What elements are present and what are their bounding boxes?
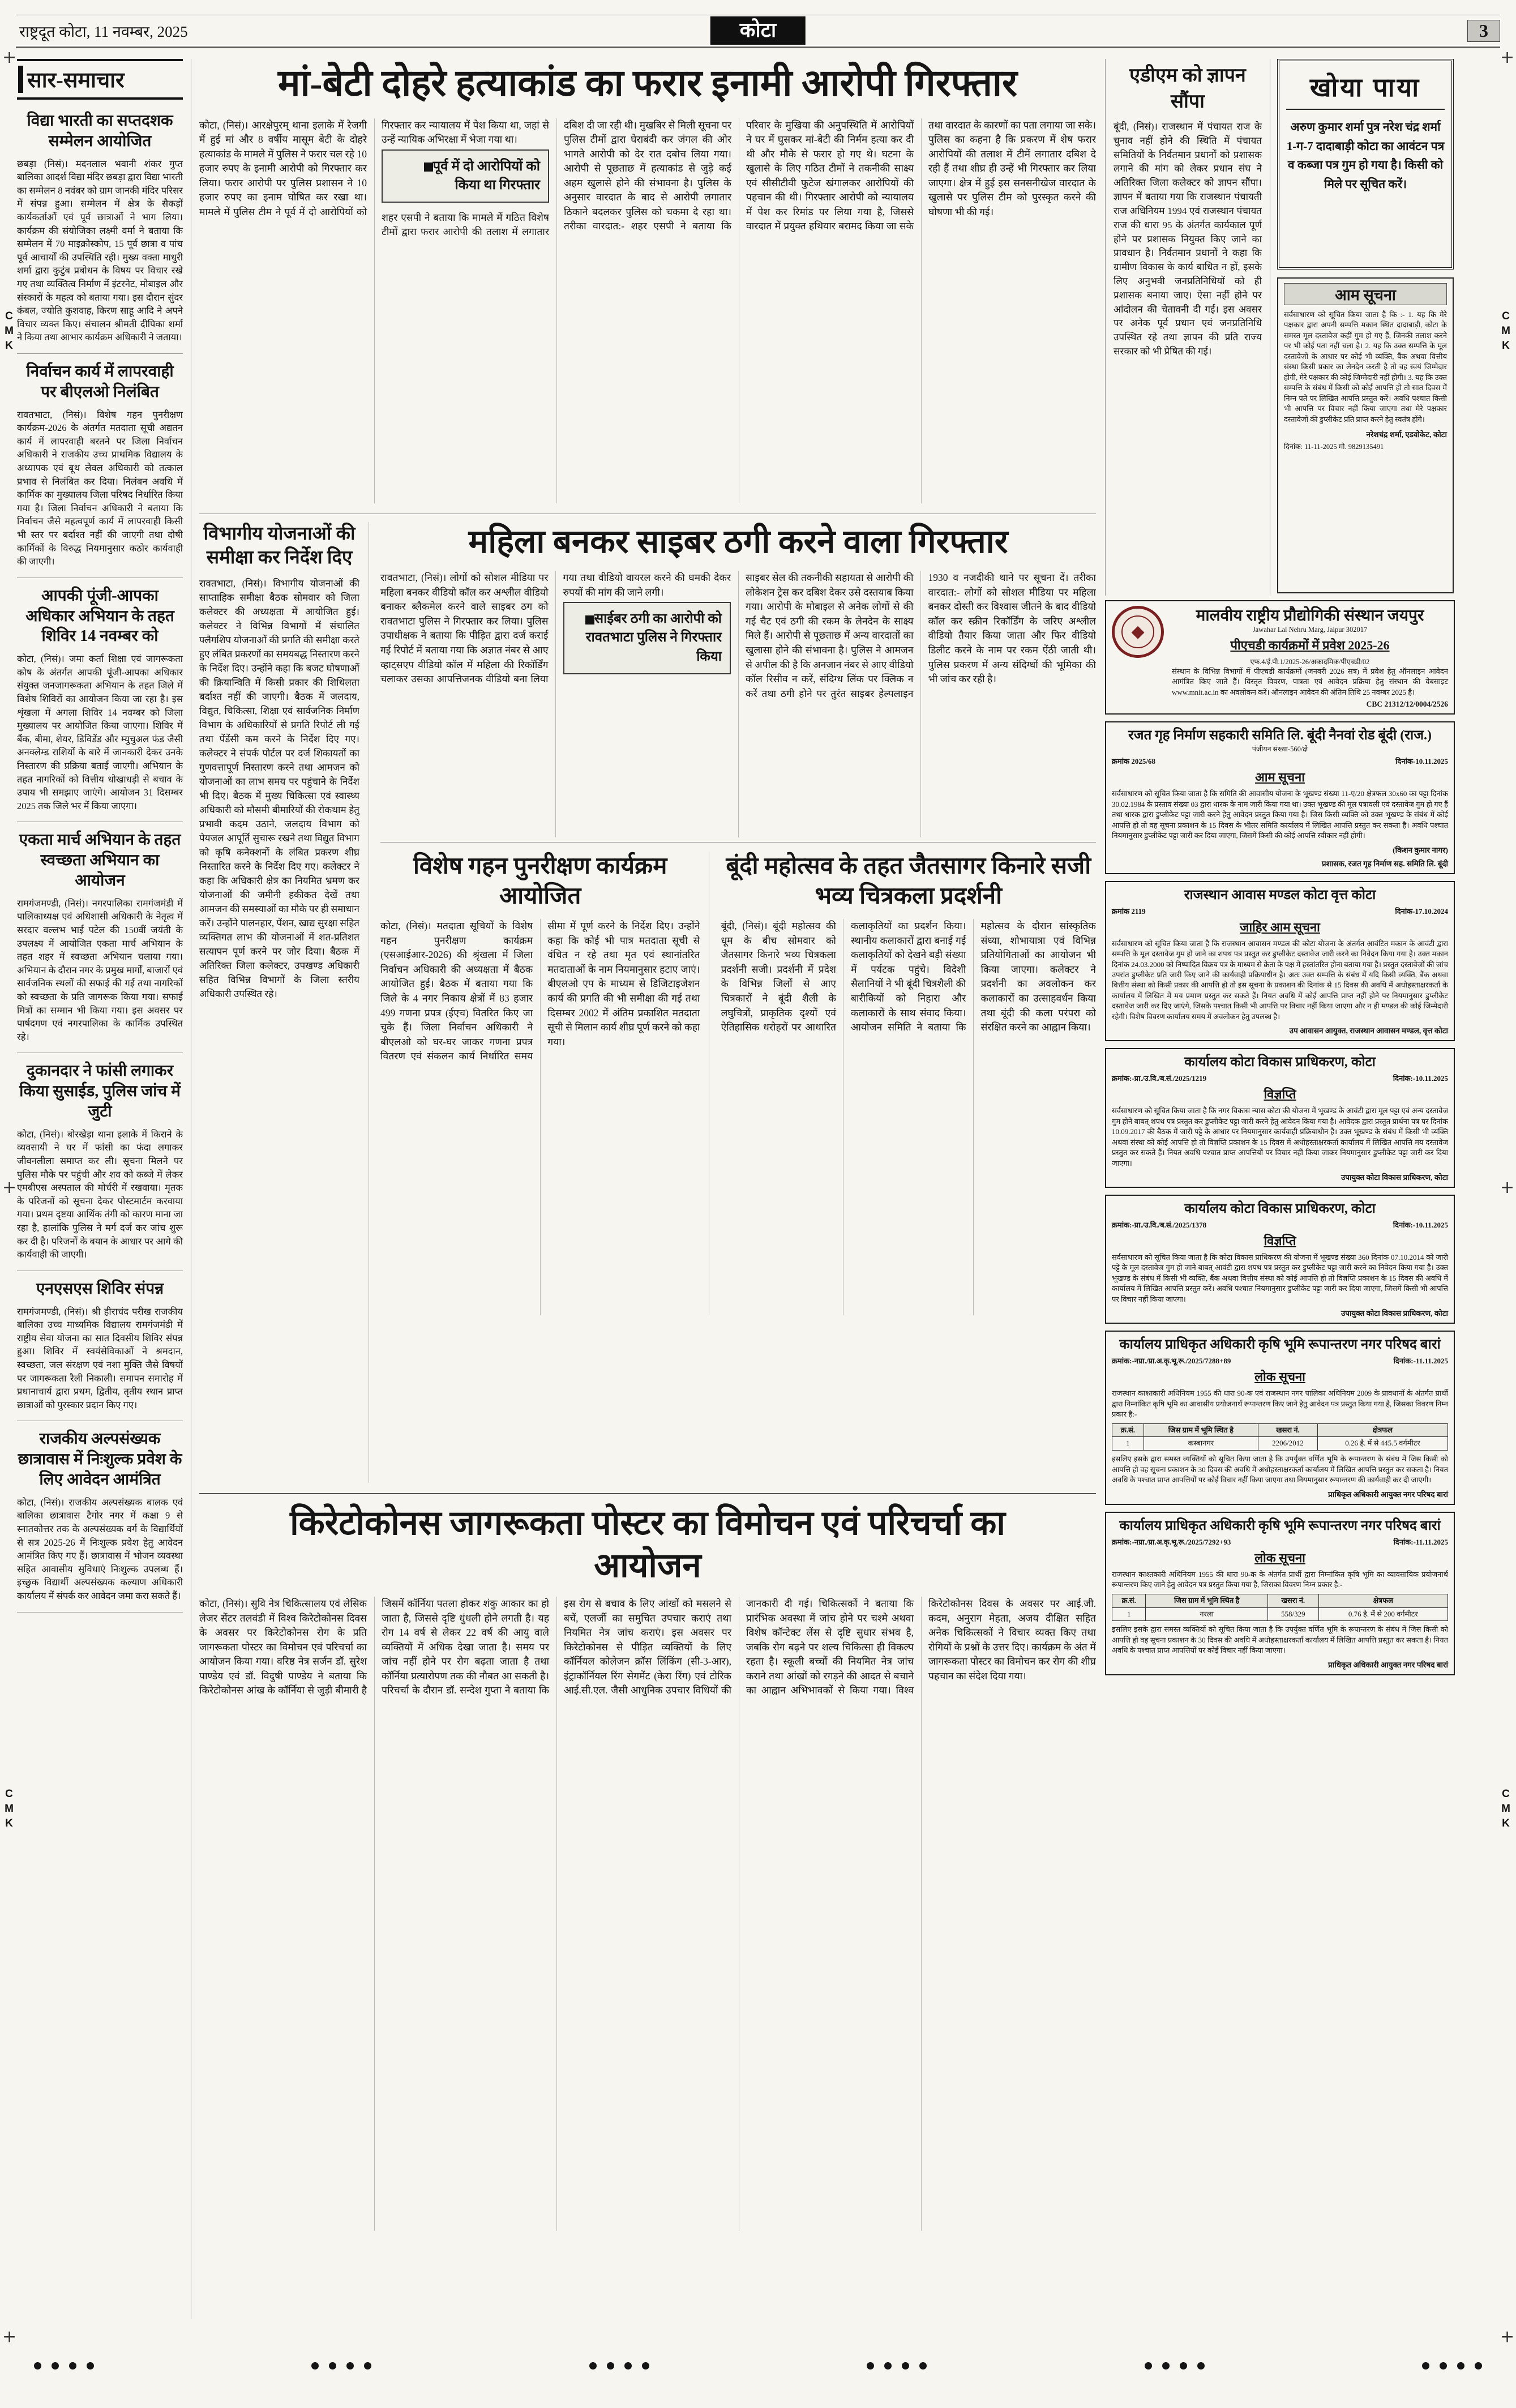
table-header: जिस ग्राम में भूमि स्थित है: [1144, 1423, 1258, 1437]
lead-article: [199, 61, 1096, 503]
org-name: कार्यालय कोटा विकास प्राधिकरण, कोटा: [1184, 1055, 1376, 1070]
sidebar-article: [17, 354, 183, 578]
article-headline: राजकीय अल्पसंख्यक छात्रावास में निःशुल्क प्रवेश के लिए आवेदन आमंत्रित: [18, 1430, 182, 1489]
section-title: सार-समाचार: [17, 59, 183, 100]
crosshair-mark: +: [1500, 48, 1515, 67]
notice-title: आम सूचना: [1284, 283, 1447, 305]
article-headline: एकता मार्च अभियान के तहत स्वच्छता अभियान का आयोजन: [19, 831, 181, 890]
sidebar-article: [17, 1271, 183, 1422]
table-header: क्र.सं.: [1112, 1594, 1146, 1607]
notice-body: सर्वसाधारण को सूचित किया जाता है कि राजस्थान आवासन मण्डल की कोटा योजना के अंतर्गत आवंटित मकान के आवंटी द्वारा सम्पत्ति के मूल दस्तावेज गुम हो जाने का शपथ पत्र प्रस्तुत कर डुप्लीकेट दस्तावेज जारी करने का निवेदन किया गया है। उक्त मकान दिनांक 24.03.2000 को निष्पादित विक्रय पत्र के माध्यम से क्रेता के पक्ष में हस्तांतरित होना बताया गया है। प्रस्तुत दस्तावेजों की जांच उपरांत डुप्लीकेट प्रति जारी किए जाने की कार्यवाही प्रक्रियाधीन है। अतः उक्त सम्पत्ति के संबंध में यदि किसी व्यक्ति, बैंक अथवा वित्तीय संस्था को किसी प्रकार की आपत्ति हो तो इस सूचना के प्रकाशन की दिनांक से 15 दिवस की अवधि में अधोहस्ताक्षरकर्ता के कार्यालय में लिखित में मय प्रमाण प्रस्तुत कर सकते हैं। नियत अवधि में कोई आपत्ति प्राप्त नहीं होने पर नियमानुसार डुप्लीकेट दस्तावेज जारी कर दिए जाएंगे, जिसके पश्चात किसी भी आपत्ति पर विचार नहीं किया जाएगा और न ही मण्डल की कोई जिम्मेदारी रहेगी। विशेष विवरण कार्यालय समय में अवलोकन हेतु उपलब्ध है।: [1112, 939, 1448, 1021]
notice-signatory: उपायुक्त कोटा विकास प्राधिकरण, कोटा: [1341, 1309, 1448, 1318]
article-body: कोटा, (निसं)। सुवि नेत्र चिकित्सालय एवं लेसिक लेजर सेंटर तलवंडी में विश्व किरेटोकोनस दिवस के अवसर पर किरेटोकोनस रोग के प्रति जागरूकता पोस्टर का विमोचन एवं परिचर्चा का आयोजन किया गया। वरिष्ठ नेत्र सर्जन डॉ. सुरेश पाण्डेय एवं डॉ. विदुषी पाण्डेय ने बताया कि किरेटोकोनस आंख के कॉर्निया से जुड़ी बीमारी है जिसमें कॉर्निया पतला होकर शंकु आकार का हो जाता है, जिससे दृष्टि धुंधली होने लगती है। यह रोग 14 वर्ष से लेकर 22 वर्ष की आयु वाले व्यक्तियों में अधिक देखा जाता है। समय पर जांच नहीं होने पर रोग बढ़ता जाता है तथा कॉर्निया प्रत्यारोपण तक की नौबत आ सकती है। परिचर्चा के दौरान डॉ. सन्देश गुप्ता ने बताया कि इस रोग से बचाव के लिए आंखों को मसलने से बचें, एलर्जी का समुचित उपचार कराएं तथा नियमित नेत्र जांच कराएं। इस अवसर पर किरेटोकोनस से पीड़ित व्यक्तियों के लिए कॉर्नियल कोलेजन क्रॉस लिंकिंग (सी-3-आर), इंट्राकॉर्नियल रिंग सेगमेंट (केरा रिंग) एवं टोरिक आई.सी.एल. जैसी आधुनिक उपचार विधियों की जानकारी दी गई। चिकित्सकों ने बताया कि प्रारंभिक अवस्था में जांच होने पर चश्मे अथवा विशेष कॉन्टेक्ट लेंस से दृष्टि सुधार संभव है, जबकि रोग बढ़ने पर शल्य चिकित्सा ही विकल्प रहता है। स्कूली बच्चों की नियमित नेत्र जांच कराने तथा आंखों को रगड़ने की आदत से बचाने का आह्वान अभिभावकों से किया गया। विश्व किरेटोकोनस दिवस के अवसर पर आई.जी. कदम, अनुराग मेहता, अजय दीक्षित सहित अनेक चिकित्सकों ने विचार व्यक्त किए तथा रोगियों के प्रश्नों के उत्तर दिए। कार्यक्रम के अंत में जागरूकता पोस्टर का विमोचन कर रोग की शीघ्र पहचान का संदेश दिया गया।: [199, 1598, 1096, 1696]
mnit-logo: [1112, 606, 1164, 658]
table-cell: 1: [1112, 1437, 1144, 1451]
article-headline: आपकी पूंजी-आपका अधिकार अभियान के तहत शिविर 14 नवम्बर को: [25, 587, 174, 645]
baran-land-notice-1: [1105, 1331, 1455, 1505]
article-body: [380, 571, 1096, 842]
notice-date: दिनांक:-10.11.2025: [1393, 1074, 1448, 1083]
cyber-body-part2: साइबर सेल की तकनीकी सहायता से आरोपी की लोकेशन ट्रेस कर दबिश देकर उसे दस्तयाब किया गया। आरोपी के मोबाइल से अनेक लोगों से की गई चैट एवं ठगी की रकम के लेनदेन के साक्ष्य मिले हैं। आरोपी से पूछताछ में अन्य वारदातों का खुलासा होने की संभावना है। पुलिस ने आमजन से अपील की है कि अनजान नंबर से आए वीडियो कॉल रिसीव न करें, संदिग्ध लिंक पर क्लिक न करें तथा ठगी होने पर तुरंत साइबर हेल्पलाइन 1930 व नजदीकी थाने पर सूचना दें। तरीका वारदात:- लोगों को सोशल मीडिया पर महिला बनकर दोस्ती कर विश्वास जीतने के बाद वीडियो कॉल कर स्क्रीन रिकॉर्डिंग के जरिए अश्लील वीडियो तैयार किया जाता और फिर वीडियो डिलीट करने के नाम पर रकम ऐंठी जाती थी। पुलिस प्रकरण में अन्य संदिग्धों की भूमिका की भी जांच कर रही है।: [746, 572, 1096, 699]
lost-found-box: [1277, 59, 1454, 270]
sidebar-article: [17, 822, 183, 1053]
cmk-letter: M: [1501, 1803, 1510, 1815]
article-body: रावतभाटा, (निसं)। विभागीय योजनाओं की साप्ताहिक समीक्षा बैठक सोमवार को जिला कलेक्टर की अध्यक्षता में आयोजित हुई। कलेक्टर ने विभिन्न विभागों में संचालित फ्लैगशिप योजनाओं की प्रगति की समीक्षा करते हुए लंबित प्रकरणों का समयबद्ध निस्तारण करने के निर्देश दिए। उन्होंने कहा कि बजट घोषणाओं की क्रियान्विति में किसी प्रकार की शिथिलता बर्दाश्त नहीं की जाएगी। बैठक में जलदाय, विद्युत, चिकित्सा, शिक्षा एवं सार्वजनिक निर्माण विभाग के अधिकारियों से प्रगति रिपोर्ट ली गई तथा पेंडेंसी कम करने के निर्देश दिए गए। कलेक्टर ने संपर्क पोर्टल पर दर्ज शिकायतों का गुणवत्तापूर्ण निस्तारण करने तथा आमजन को योजनाओं का लाभ समय पर पहुंचाने के निर्देश भी दिए। बैठक में मुख्य चिकित्सा एवं स्वास्थ्य अधिकारी को मौसमी बीमारियों की रोकथाम हेतु प्रभावी कदम उठाने, जलदाय विभाग को पेयजल आपूर्ति सुचारू रखने तथा विद्युत विभाग को कृषि कनेक्शनों के लंबित प्रकरण शीघ्र निस्तारित करने के निर्देश दिए गए। कलेक्टर ने कहा कि अधिकारी क्षेत्र का नियमित भ्रमण कर योजनाओं की जमीनी हकीकत देखें तथा आमजन की समस्याओं का मौके पर ही समाधान करें। उन्होंने पालनहार, पेंशन, खाद्य सुरक्षा सहित व्यक्तिगत लाभ की योजनाओं में शत-प्रतिशत सत्यापन पूर्ण करने पर जोर दिया। बैठक में अतिरिक्त जिला कलेक्टर, उपखण्ड अधिकारी सहित विभिन्न विभागों के जिला स्तरीय अधिकारी उपस्थित रहे।: [199, 578, 359, 999]
notice-meta: दिनांक: 11-11-2025 मो. 9829135491: [1284, 442, 1384, 451]
center-middle-right: [380, 522, 1096, 1483]
article-headline: दुकानदार ने फांसी लगाकर किया सुसाईड, पुलिस जांच में जुटी: [19, 1062, 181, 1121]
notice-body: सर्वसाधारण को सूचित किया जाता है कि नगर विकास न्यास कोटा की योजना में भूखण्ड के आवंटी द्वारा मूल पट्टा एवं अन्य दस्तावेज गुम होने बाबत् शपथ पत्र प्रस्तुत कर डुप्लीकेट पट्टा जारी करने हेतु आवेदन किया गया है। आवेदक द्वारा प्रस्तुत प्रार्थना पत्र पर दिनांक 10.09.2017 की बैठक में जारी पट्टे के आधार पर नियमानुसार कार्यवाही प्रक्रियाधीन है। उक्त भूखण्ड के संबंध में किसी भी व्यक्ति अथवा संस्था को कोई आपत्ति हो तो विज्ञप्ति प्रकाशन के 15 दिवस में अधोहस्ताक्षरकर्ता कार्यालय में लिखित आपत्ति मय दस्तावेज प्रस्तुत कर सकते हैं। नियत अवधि पश्चात प्राप्त आपत्तियों पर विचार नहीं किया जाकर नियमानुसार डुप्लीकेट पट्टा जारी कर दिया जाएगा।: [1112, 1106, 1448, 1167]
crosshair-mark: +: [1500, 2327, 1515, 2347]
org-name: कार्यालय कोटा विकास प्राधिकरण, कोटा: [1184, 1201, 1376, 1216]
article-body: कोटा, (निसं)। मतदाता सूचियों के विशेष गहन पुनरीक्षण कार्यक्रम (एसआईआर-2026) की श्रृंखला में जिला निर्वाचन अधिकारी की अध्यक्षता में बैठक आयोजित हुई। बैठक में बताया गया कि जिले के 4 नगर निकाय क्षेत्रों में 83 हजार 499 गणना प्रपत्र (ईएच) वितरित किए जा चुके हैं। जिला निर्वाचन अधिकारी ने बीएलओ को घर-घर जाकर गणना प्रपत्र वितरण एवं संकलन कार्य निर्धारित समय सीमा में पूर्ण करने के निर्देश दिए। उन्होंने कहा कि कोई भी पात्र मतदाता सूची से वंचित न रहे तथा मृत एवं स्थानांतरित मतदाताओं के नाम नियमानुसार हटाए जाएं। बीएलओ एप के माध्यम से डिजिटाइजेशन कार्य की प्रगति की भी समीक्षा की गई तथा दिसम्बर 2002 में अंतिम प्रकाशित मतदाता सूची से मिलान कार्य शीघ्र पूर्ण करने को कहा गया।: [380, 920, 700, 1062]
notice-body: सर्वसाधारण को सूचित किया जाता है कि कोटा विकास प्राधिकरण की योजना में भूखण्ड संख्या 360 दिनांक 07.10.2014 को जारी पट्टे के मूल दस्तावेज गुम हो जाने बाबत् आवंटी द्वारा शपथ पत्र प्रस्तुत कर डुप्लीकेट पट्टा जारी करने का निवेदन किया गया है। उक्त भूखण्ड के संबंध में किसी भी व्यक्ति, बैंक अथवा वित्तीय संस्था को कोई आपत्ति हो तो विज्ञप्ति प्रकाशन के 15 दिवस की अवधि में कार्यालय में लिखित आपत्ति प्रस्तुत करें। अवधि पश्चात नियमानुसार डुप्लीकेट पट्टा जारी कर दिया जाएगा, जिसमें किसी भी आपत्ति पर विचार नहीं किया जाएगा।: [1112, 1252, 1448, 1303]
notice-number: क्रमांक:-नप्रा./प्रा.अ.कृ.भू.रू./2025/7292+93: [1112, 1537, 1231, 1546]
crosshair-mark: +: [1500, 1178, 1515, 1197]
notice-title: विज्ञप्ति: [1264, 1233, 1296, 1248]
sidebar-article: [17, 1053, 183, 1271]
page-number: 3: [1467, 20, 1500, 42]
bundi-festival-article: [721, 852, 1096, 1315]
sidebar-saar-samachar: [17, 59, 191, 2319]
land-details-table: [1112, 1423, 1448, 1451]
article-headline: विभागीय योजनाओं की समीक्षा कर निर्देश दिए: [203, 523, 356, 568]
crosshair-mark: +: [2, 2327, 17, 2347]
org-name: कार्यालय प्राधिकृत अधिकारी कृषि भूमि रूपान्तरण नगर परिषद बारां: [1119, 1518, 1441, 1533]
cmk-letter: C: [5, 1788, 13, 1800]
sidebar-article: [17, 578, 183, 823]
cbc-number: CBC 21312/12/0004/2526: [1366, 700, 1448, 709]
center-lower-row: [380, 852, 1096, 1315]
notice-date: दिनांक:-10.11.2025: [1393, 1220, 1448, 1229]
article-headline: एडीएम को ज्ञापन सौंपा: [1129, 65, 1246, 112]
table-cell: 2206/2012: [1258, 1437, 1317, 1451]
lead-headline: मां-बेटी दोहरे हत्याकांड का फरार इनामी आरोपी गिरफ्तार: [277, 63, 1017, 104]
table-row: [1112, 1437, 1448, 1451]
cyber-body-part1: रावतभाटा, (निसं)। लोगों को सोशल मीडिया पर महिला बनकर वीडियो कॉल कर अश्लील वीडियो बनाकर ब्लैकमेल करने वाले साइबर ठग को रावतभाटा पुलिस ने गिरफ्तार कर लिया। पुलिस उपाधीक्षक ने बताया कि पीड़ित द्वारा दर्ज कराई गई रिपोर्ट में बताया गया कि अज्ञात नंबर से आए व्हाट्सएप वीडियो कॉल में महिला की रिकॉर्डिंग चलाकर उसका आपत्तिजनक वीडियो बना लिया गया तथा वीडियो वायरल करने की धमकी देकर रुपयों की मांग की जाने लगी।: [380, 572, 731, 685]
notice-signatory: प्राधिकृत अधिकारी आयुक्त नगर परिषद बारां: [1328, 1660, 1448, 1669]
table-row: [1112, 1607, 1448, 1621]
org-name: रजत गृह निर्माण सहकारी समिति लि. बूंदी नैनवां रोड बूंदी (राज.): [1128, 728, 1432, 743]
lead-highlight-box: [382, 149, 549, 203]
table-cell: नरला: [1146, 1607, 1268, 1621]
ad-title: पीएचडी कार्यक्रमों में प्रवेश 2025-26: [1230, 638, 1390, 652]
cmk-letter: M: [5, 325, 14, 337]
notice-title: लोक सूचना: [1254, 1550, 1305, 1565]
notice-number: क्रमांक 2119: [1112, 906, 1146, 916]
kda-notice-2: [1105, 1195, 1455, 1324]
mnit-admission-ad: [1105, 600, 1455, 715]
highlight-text: साईबर ठगी का आरोपी को रावतभाटा पुलिस ने गिरफ्तार किया: [585, 611, 722, 664]
cmk-registration-mark: [1499, 310, 1513, 352]
cmk-registration-mark: [2, 1788, 16, 1830]
notice-signatory: उपायुक्त कोटा विकास प्राधिकरण, कोटा: [1341, 1173, 1448, 1182]
notice-body: सर्वसाधारण को सूचित किया जाता है कि :- 1. यह कि मेरे पक्षकार द्वारा अपनी सम्पत्ति मकान स्थित दादाबाड़ी, कोटा के समस्त मूल दस्तावेज कहीं गुम हो गए हैं, जिनकी तलाश करने पर भी कोई पता नहीं चला है। 2. यह कि उक्त सम्पत्ति के मूल दस्तावेजों के आधार पर कोई भी व्यक्ति, बैंक अथवा वित्तीय संस्था किसी प्रकार का लेनदेन करती है तो वह स्वयं जिम्मेदार होगी, मेरे पक्षकार की कोई जिम्मेदारी नहीं होगी। 3. यह कि उक्त सम्पत्ति के संबंध में किसी को कोई आपत्ति हो तो सात दिवस में निम्न पते पर लिखित आपत्ति प्रस्तुत करें। अवधि पश्चात किसी भी आपत्ति पर विचार नहीं किया जाएगा तथा मेरे पक्षकार दस्तावेजों की डुप्लीकेट प्रति प्राप्त करने हेतु स्वतंत्र होंगे।: [1284, 310, 1447, 424]
article-headline: बूंदी महोत्सव के तहत जैतसागर किनारे सजी भव्य चित्रकला प्रदर्शनी: [726, 853, 1091, 909]
notice-signature: नरेशचंद्र शर्मा, एडवोकेट, कोटा: [1366, 430, 1447, 439]
cmk-registration-mark: [1499, 1788, 1513, 1830]
notice-body: राजस्थान काश्तकारी अधिनियम 1955 की धारा 90-क के अंतर्गत प्रार्थी द्वारा निम्नांकित कृषि भूमि का व्यावसायिक प्रयोजनार्थ रूपान्तरण किए जाने हेतु आवेदन पत्र प्रस्तुत किया गया है, जिसका विवरण निम्न प्रकार है:-: [1112, 1569, 1448, 1589]
public-notice-box: [1277, 277, 1454, 593]
notice-signatory: उप आवासन आयुक्त, राजस्थान आवासन मण्डल, वृत्त कोटा: [1289, 1026, 1448, 1036]
registration-dots: [34, 2362, 1482, 2369]
article-headline: एनएसएस शिविर संपन्न: [36, 1280, 164, 1298]
table-header: जिस ग्राम में भूमि स्थित है: [1146, 1594, 1268, 1607]
org-name: राजस्थान आवास मण्डल कोटा वृत्त कोटा: [1184, 887, 1376, 903]
article-body: कोटा, (निसं)। राजकीय अल्पसंख्यक बालक एवं बालिका छात्रावास टैगोर नगर में कक्षा 9 से स्नातकोत्तर तक के अल्पसंख्यक वर्ग के विद्यार्थियों से सत्र 2025-26 में निःशुल्क प्रवेश हेतु आवेदन आमंत्रित किए गए हैं। छात्रावास में भोजन व्यवस्था सहित आवासीय सुविधाएं निःशुल्क उपलब्ध हैं। इच्छुक विद्यार्थी अल्पसंख्यक कल्याण अधिकारी कार्यालय में संपर्क कर आवेदन जमा करा सकते हैं।: [17, 1496, 183, 1602]
notice-body: राजस्थान काश्तकारी अधिनियम 1955 की धारा 90-क एवं राजस्थान नगर पालिका अधिनियम 2009 के प्रावधानों के अंतर्गत प्रार्थी द्वारा निम्नांकित कृषि भूमि का आवासीय प्रयोजनार्थ रूपान्तरण किए जाने हेतु आवेदन पत्र प्रस्तुत किया गया है, जिसका विवरण निम्न प्रकार है:-: [1112, 1389, 1448, 1419]
article-body: रामगंजमण्डी, (निसं)। नगरपालिका रामगंजमंडी में पालिकाध्यक्ष एवं अधिशासी अधिकारी के नेतृत्व में सरदार वल्लभ भाई पटेल की 150वीं जयंती के उपलक्ष्य में आयोजित एकता मार्च अभियान के तहत शहर में स्वच्छता अभियान चलाया गया। अभियान के दौरान नगर के प्रमुख मार्गों, बाजारों एवं सार्वजनिक स्थलों की सफाई की गई तथा नागरिकों को स्वच्छता के प्रति जागरूक किया गया। सफाई मित्रों का सम्मान भी किया गया। इस अवसर पर पार्षदगण एवं नगरपालिका के कार्मिक उपस्थित रहे।: [17, 897, 183, 1042]
notice-date: दिनांक-17.10.2024: [1395, 906, 1448, 916]
registration-number: पंजीयन संख्या-560/क्षे: [1252, 745, 1308, 754]
notice-post-text: इसलिए इसके द्वारा समस्त व्यक्तियों को सूचित किया जाता है कि उपर्युक्त वर्णित भूमि के रूपान्तरण के संबंध में जिस किसी को आपत्ति हो वह सूचना प्रकाशन के 30 दिवस की अवधि में अधोहस्ताक्षरकर्ता कार्यालय में लिखित आपत्ति प्रस्तुत कर सकता है। नियत अवधि के पश्चात प्राप्त आपत्तियों पर कोई विचार नहीं किया जाएगा तथा नियमानुसार रूपान्तरण की कार्यवाही कर दी जाएगी।: [1112, 1455, 1448, 1485]
article-body: कोटा, (निसं)। बोरखेड़ा थाना इलाके में किराने के व्यवसायी ने घर में फांसी का फंदा लगाकर जीवनलीला समाप्त कर ली। सूचना मिलने पर पुलिस मौके पर पहुंची और शव को कब्जे में लेकर एमबीएस अस्पताल की मोर्चरी में रखवाया। मृतक के परिजनों को सूचना देकर पोस्टमार्टम करवाया गया। प्रथम दृष्टया आर्थिक तंगी को कारण माना जा रहा है, हालांकि पुलिस ने मर्ग दर्ज कर जांच शुरू कर दी है। परिजनों के बयान के आधार पर आगे की कार्यवाही की जाएगी।: [17, 1128, 183, 1260]
lost-found-title: खोया पाया: [1286, 69, 1445, 110]
square-bullet-icon: [585, 615, 594, 625]
cmk-letter: K: [5, 1817, 13, 1829]
article-body: रामगंजमण्डी, (निसं)। श्री हीराचंद परीख राजकीय बालिका उच्च माध्यमिक विद्यालय रामगंजमंडी में राष्ट्रीय सेवा योजना का सात दिवसीय शिविर संपन्न हुआ। शिविर में स्वयंसेविकाओं ने श्रमदान, स्वच्छता, जल संरक्षण एवं नशा मुक्ति जैसे विषयों पर जागरूकता रैली निकाली। समापन समारोह में प्रधानाचार्य द्वारा प्रथम, द्वितीय, तृतीय स्थान प्राप्त छात्राओं को पुरस्कार प्रदान किए गए।: [17, 1306, 183, 1410]
masthead: [16, 15, 1500, 48]
notice-date: दिनांक:-11.11.2025: [1393, 1537, 1448, 1546]
notice-signatory: (किशन कुमार नागर): [1393, 845, 1448, 854]
notice-title: लोक सूचना: [1254, 1370, 1305, 1384]
cmk-letter: M: [5, 1803, 14, 1815]
classified-notices-column: [1105, 600, 1455, 2376]
article-body: बूंदी, (निसं)। राजस्थान में पंचायत राज के चुनाव नहीं होने की स्थिति में पंचायत समितियों के निर्वतमान प्रधानों को प्रशासक लगाने की मांग को लेकर प्रधान संघ ने अतिरिक्त जिला कलेक्टर को ज्ञापन सौंपा। ज्ञापन में बताया गया कि राजस्थान पंचायती राज अधिनियम 1994 एवं राजस्थान पंचायत राज की धारा 95 के अंतर्गत कार्यकाल पूर्ण होने पर प्रशासक नियुक्त किए जाने का प्रावधान है। निर्वतमान प्रधानों ने कहा कि ग्रामीण विकास के कार्य बाधित न हों, इसके लिए अनुभवी जनप्रतिनिधियों को ही प्रशासक बनाया जाए। ऐसा नहीं होने पर आंदोलन की चेतावनी दी गई। इस अवसर पर अनेक पूर्व प्रधान एवं जनप्रतिनिधि उपस्थित रहे तथा ज्ञापन की प्रति राज्य सरकार को भी प्रेषित की गई।: [1114, 121, 1262, 357]
org-name: कार्यालय प्राधिकृत अधिकारी कृषि भूमि रूपान्तरण नगर परिषद बारां: [1119, 1337, 1441, 1353]
rajat-society-notice: [1105, 721, 1455, 874]
cmk-letter: K: [1502, 1817, 1510, 1829]
notice-signatory-role: प्रशासक, रजत गृह निर्माण सह. समिति लि. बूंदी: [1321, 859, 1448, 868]
sidebar-article: [17, 103, 183, 354]
article-headline: विद्या भारती का सप्तदशक सम्मेलन आयोजित: [27, 112, 173, 150]
lost-found-body: अरुण कुमार शर्मा पुत्र नरेश चंद्र शर्मा 1-ग-7 दादाबाड़ी कोटा का आवंटन पत्र व कब्जा पत्र गुम हो गया है। किसी को मिले पर सूचित करें।: [1286, 120, 1445, 191]
article-body: बूंदी, (निसं)। बूंदी महोत्सव की धूम के बीच सोमवार को जैतसागर किनारे भव्य चित्रकला प्रदर्शनी सजी। प्रदर्शनी में प्रदेश के विभिन्न जिलों से आए चित्रकारों ने बूंदी शैली के लघुचित्रों, प्राकृतिक दृश्यों एवं ऐतिहासिक धरोहरों पर आधारित कलाकृतियों का प्रदर्शन किया। स्थानीय कलाकारों द्वारा बनाई गई कलाकृतियों को देखने बड़ी संख्या में पर्यटक पहुंचे। विदेशी सैलानियों ने भी बूंदी चित्रशैली की बारीकियों को निहारा और कलाकारों के साथ संवाद किया। आयोजन समिति ने बताया कि महोत्सव के दौरान सांस्कृतिक संध्या, शोभायात्रा एवं विभिन्न प्रतियोगिताओं का आयोजन भी किया जाएगा। कलेक्टर ने प्रदर्शनी का अवलोकन कर कलाकारों का उत्साहवर्धन किया तथा बूंदी की कला परंपरा को संरक्षित करने का आह्वान किया।: [721, 920, 1096, 1033]
notice-date: दिनांक:-11.11.2025: [1393, 1357, 1448, 1366]
institute-address: Jawahar Lal Nehru Marg, Jaipur 302017: [1252, 626, 1368, 634]
table-header: खसरा नं.: [1258, 1423, 1317, 1437]
ad-reference: एफ.4/ई.पी.1/2025-26/अकादमिक/पीएचडी/02: [1250, 658, 1370, 666]
center-middle-row: [199, 514, 1096, 1483]
kda-notice-1: [1105, 1048, 1455, 1188]
notice-number: क्रमांक:-नप्रा./प्रा.अ.कृ.भू.रू./2025/7288+89: [1112, 1357, 1231, 1366]
article-headline: महिला बनकर साइबर ठगी करने वाला गिरफ्तार: [468, 523, 1008, 560]
baran-land-notice-2: [1105, 1512, 1455, 1675]
sidebar-article: [17, 1421, 183, 1612]
table-cell: कस्बानगर: [1144, 1437, 1258, 1451]
table-header: क्र.सं.: [1112, 1423, 1144, 1437]
table-header: क्षेत्रफल: [1317, 1423, 1448, 1437]
table-header: खसरा नं.: [1268, 1594, 1318, 1607]
table-header: क्षेत्रफल: [1318, 1594, 1448, 1607]
cmk-registration-mark: [2, 310, 16, 352]
notice-post-text: इसलिए इसके द्वारा समस्त व्यक्तियों को सूचित किया जाता है कि उपर्युक्त वर्णित भूमि के रूपान्तरण के संबंध में जिस किसी को आपत्ति हो वह सूचना प्रकाशन के 30 दिवस की अवधि में अधोहस्ताक्षरकर्ता कार्यालय में लिखित आपत्ति प्रस्तुत कर सकता है। नियत अवधि के पश्चात प्राप्त आपत्तियों पर कोई विचार नहीं किया जाएगा।: [1112, 1625, 1448, 1655]
notice-title: विज्ञप्ति: [1264, 1087, 1296, 1102]
table-cell: 558/329: [1268, 1607, 1318, 1621]
cmk-letter: C: [1502, 1788, 1510, 1800]
table-cell: 0.26 है. में से 445.5 वर्गमीटर: [1317, 1437, 1448, 1451]
article-body: कोटा, (निसं)। जमा कर्ता शिक्षा एवं जागरूकता कोष के अंतर्गत आपकी पूंजी-आपका अधिकार संयुक्त जनजागरूकता अभियान के तहत जिले में विशेष शिविरों का आयोजन किया जा रहा है। इस शृंखला में अगला शिविर 14 नवम्बर को जिला मुख्यालय पर आयोजित किया जाएगा। शिविर में बैंक, बीमा, शेयर, डिविडेंड और म्युचुअल फंड जैसी अनक्लेम्ड राशियों के बारे में जानकारी देकर उनके निस्तारण की प्रक्रिया बताई जाएगी। अभियान के तहत नागरिकों को वित्तीय धोखाधड़ी से बचाव के उपाय भी समझाए जाएंगे। आयोजन 31 दिसम्बर 2025 तक जिले भर में किया जाएगा।: [17, 653, 183, 811]
article-headline: विशेष गहन पुनरीक्षण कार्यक्रम आयोजित: [413, 853, 667, 909]
notice-number: क्रमांक:-प्रा./उ.वि./ब.सं./2025/1219: [1112, 1074, 1207, 1083]
lead-body-part2: शहर एसपी ने बताया कि मामले में गठित विशेष टीमों द्वारा फरार आरोपी की तलाश में लगातार दबिश दी जा रही थी। मुखबिर से मिली सूचना पर पुलिस टीमों द्वारा घेराबंदी कर जंगल की ओर भागते आरोपी को देर रात दबोच लिया गया। आरोपी से पूछताछ में हत्याकांड से जुड़े कई अहम खुलासे होने की संभावना है। पुलिस के अनुसार वारदात के बाद से आरोपी लगातार ठिकाने बदलकर पुलिस को चकमा दे रहा था। तरीका वारदात:- शहर एसपी ने बताया कि परिवार के मुखिया की अनुपस्थिति में आरोपियों ने घर में घुसकर मां-बेटी की निर्मम हत्या कर दी थी और मौके से फरार हो गए थे। घटना के खुलासे के लिए गठित टीमों ने तकनीकी साक्ष्य एवं सीसीटीवी फुटेज खंगालकर आरोपियों की पहचान की थी। गिरफ्तार आरोपी को न्यायालय में पेश कर रिमांड पर लिया गया है, जिससे वारदात में प्रयुक्त हथियार बरामद किया जा सके तथा वारदात के कारणों का पता लगाया जा सके। पुलिस का कहना है कि प्रकरण में शेष फरार आरोपियों की तलाश में टीमें लगातार दबिश दे रही हैं तथा शीघ्र ही उन्हें भी गिरफ्तार कर लिया जाएगा। क्षेत्र में हुई इस सनसनीखेज वारदात के खुलासे पर पुलिस टीम को पुरस्कृत करने की घोषणा भी की गई।: [382, 119, 1096, 238]
highlight-text: पूर्व में दो आरोपियों को किया था गिरफ्तार: [432, 159, 540, 193]
housing-board-notice: [1105, 881, 1455, 1042]
notice-title: आम सूचना: [1255, 770, 1305, 785]
notice-signatory: प्राधिकृत अधिकारी आयुक्त नगर परिषद बारां: [1328, 1490, 1448, 1499]
keratoconus-article: [199, 1493, 1096, 2231]
lead-body: [199, 118, 1096, 503]
notice-body: सर्वसाधारण को सूचित किया जाता है कि समिति की आवासीय योजना के भूखण्ड संख्या 11-ए/20 क्षेत्रफल 30x60 का पट्टा दिनांक 30.02.1984 के प्रस्ताव संख्या 03 द्वारा धारक के नाम जारी किया गया था। उक्त भूखण्ड की मूल पत्रावली एवं दस्तावेज गुम हो गए हैं तथा धारक द्वारा डुप्लीकेट पट्टा जारी करने हेतु आवेदन प्रस्तुत किया गया है। जिस किसी व्यक्ति को उक्त भूखण्ड के संबंध में कोई आपत्ति हो तो वह सूचना प्रकाशन के 15 दिवस के भीतर समिति कार्यालय में लिखित आपत्ति प्रस्तुत कर सकता है। अवधि पश्चात नियमानुसार डुप्लीकेट पट्टा जारी कर दिया जाएगा, जिसमें किसी की कोई आपत्ति स्वीकार नहीं होगी।: [1112, 789, 1448, 840]
article-headline: निर्वाचन कार्य में लापरवाही पर बीएलओ निलंबित: [26, 362, 174, 401]
article-headline: किरेटोकोनस जागरूकता पोस्टर का विमोचन एवं परिचर्चा का आयोजन: [290, 1504, 1005, 1584]
notice-number: क्रमांक 2025/68: [1112, 757, 1155, 766]
mnit-ad-content: [1172, 606, 1448, 709]
crosshair-mark: +: [2, 48, 17, 67]
sir-article: [380, 852, 709, 1315]
lead-body-part1: कोटा, (निसं)। आरक्षेपुरम् थाना इलाके में रेजगी में हुई मां और 8 वर्षीय मासूम बेटी के दोहरे हत्याकांड के मामले में पुलिस ने फरार चल रहे 10 हजार रुपए के इनामी आरोपी को गिरफ्तार कर लिया। फरार आरोपी पर पुलिस प्रशासन ने 10 हजार रुपए का इनाम घोषित कर रखा था। मामले में पुलिस टीम ने पूर्व में दो आरोपियों को गिरफ्तार कर न्यायालय में पेश किया था, जहां से उन्हें न्यायिक अभिरक्षा में भेजा गया था।: [199, 119, 549, 217]
article-body: छबड़ा (निसं)। मदनलाल भवानी शंकर गुप्त बालिका आदर्श विद्या मंदिर छबड़ा द्वारा विद्या भारती का सम्मेलन 8 नवंबर को ग्राम जानकी मंदिर परिसर में संपन्न हुआ। सम्मेलन में क्षेत्र के सैकड़ों कार्यकर्ताओं एवं पूर्व छात्राओं ने भाग लिया। कार्यक्रम की संयोजिका लक्ष्मी वर्मा ने बताया कि सम्मेलन में 70 माइक्रोस्कोप, 15 पूर्व छात्रा व पांच पूर्व आचार्यों की उपस्थिति रही। मुख्य वक्ता माधुरी शर्मा द्वारा कुटुंब प्रबोधन के विषय पर विचार रखे गए तथा व्यक्तित्व निर्माण में इंटरनेट, मोबाइल और संस्कारों के महत्व को बताया गया। इस दौरान सुंदर कंबल, ज्योति कुशवाह, किरण साहू आदि ने अपने विचार व्यक्त किए। संचालन श्रीमती दीपिका शर्मा ने किया तथा आभार कार्यक्रम अधिकारी ने जताया।: [17, 158, 183, 343]
crosshair-mark: +: [2, 1178, 17, 1197]
notice-title: जाहिर आम सूचना: [1240, 919, 1320, 934]
cmk-letter: M: [1501, 325, 1510, 337]
ad-body: संस्थान के विभिन्न विभागों में पीएचडी कार्यक्रमों (जनवरी 2026 सत्र) में प्रवेश हेतु ऑनलाइन आवेदन आमंत्रित किए जाते हैं। विस्तृत विवरण, पात्रता एवं आवेदन प्रक्रिया हेतु संस्थान की वेबसाइट www.mnit.ac.in का अवलोकन करें। ऑनलाइन आवेदन की अंतिम तिथि 25 नवम्बर 2025 है।: [1172, 667, 1448, 696]
land-details-table: [1112, 1594, 1448, 1622]
cmk-letter: K: [5, 340, 13, 352]
square-bullet-icon: [424, 162, 433, 172]
dept-review-article: [199, 522, 369, 1483]
cyber-highlight-box: [563, 602, 731, 674]
edition-date: राष्ट्रदूत कोटा, 11 नवम्बर, 2025: [19, 23, 188, 40]
city-banner: कोटा: [710, 16, 806, 44]
article-body: रावतभाटा, (निसं)। विशेष गहन पुनरीक्षण कार्यक्रम-2026 के अंतर्गत मतदाता सूची अद्यतन कार्य में लापरवाही बरतने पर जिला निर्वाचन अधिकारी ने राजकीय उच्च प्राथमिक विद्यालय के अध्यापक एवं बूथ लेवल अधिकारी को तत्काल प्रभाव से निलंबित कर दिया। निलंबन अवधि में कार्मिक का मुख्यालय जिला परिषद निर्धारित किया गया है। जिला निर्वाचन अधिकारी ने बताया कि निर्वाचन जैसे महत्वपूर्ण कार्य में लापरवाही किसी भी स्तर पर बर्दाश्त नहीं की जाएगी तथा दोषी कार्मिकों के विरुद्ध नियमानुसार कठोर कार्यवाही की जाएगी।: [17, 409, 183, 567]
notice-number: क्रमांक:-प्रा./उ.वि./ब.सं./2025/1378: [1112, 1220, 1207, 1229]
table-cell: 1: [1112, 1607, 1146, 1621]
table-cell: 0.76 है. में से 200 वर्गमीटर: [1318, 1607, 1448, 1621]
cmk-letter: K: [1502, 340, 1510, 352]
center-section: [199, 59, 1096, 2319]
adm-memo-article: [1105, 59, 1270, 596]
cyber-fraud-article: [380, 522, 1096, 843]
institute-name: मालवीय राष्ट्रीय प्रौद्योगिकी संस्थान जयपुर: [1196, 607, 1424, 625]
cmk-letter: C: [5, 310, 13, 322]
cmk-letter: C: [1502, 310, 1510, 322]
notice-date: दिनांक-10.11.2025: [1395, 757, 1448, 766]
